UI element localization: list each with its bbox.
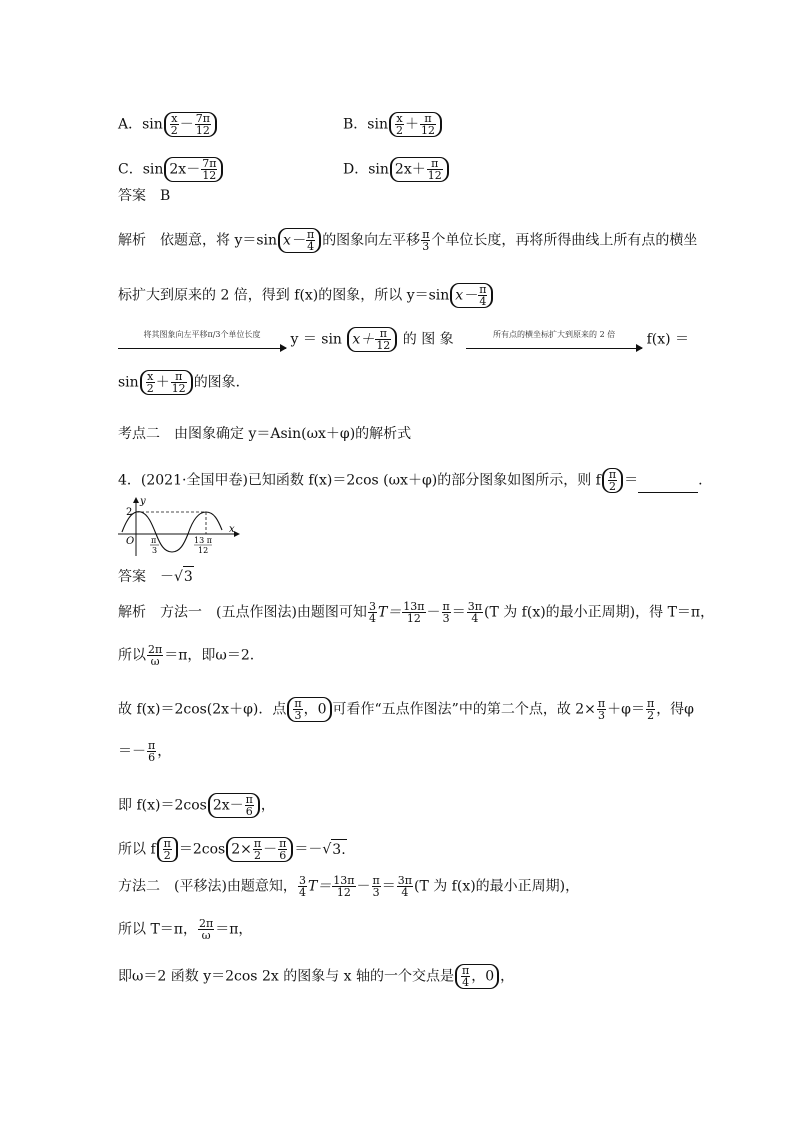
q4-method1-line1: 解析 方法一 (五点作图法)由题图可知 $\frac{3}{4}$ T＝ $\frac{13\pi}{12}$ － $\frac{\pi}{3}$ ＝ $\frac{3\pi}{4}$ (T 为 f(x)的最小正周期)，得 T＝π， xyxy=(118,600,715,625)
q4-method2-line2: 所以 T＝π， $\frac{2\pi}{\omega}$ ＝π， xyxy=(118,917,253,942)
tick1-den: 3 xyxy=(152,546,158,555)
q4-method1-line6: 所以 f $\frac{\pi}{2}$ ＝2cos 2× $\frac{\pi}{2}$ － $\frac{\pi}{6}$ ＝－√3. xyxy=(118,837,346,862)
option-a: A．sin $\frac{x}{2}$ － $\frac{7\pi}{12}$ xyxy=(118,112,218,137)
option-b: B．sin $\frac{x}{2}$ ＋ $\frac{\pi}{12}$ xyxy=(343,112,443,137)
q3-solution-line4: sin $\frac{x}{2}$ ＋ $\frac{\pi}{12}$ 的图象． xyxy=(118,370,250,395)
option-d: D．sin 2x＋ $\frac{\pi}{12}$ xyxy=(343,157,450,182)
tick2-den: 12 xyxy=(198,546,209,555)
q4-stem: 4．(2021·全国甲卷)已知函数 f(x)＝2cos (ωx＋φ)的部分图象如图所示，则 f $\frac{\pi}{2}$ ＝ . xyxy=(118,468,703,493)
transform-arrow-2: 所有点的横坐标扩大到原来的 2 倍 xyxy=(466,330,642,349)
transform-arrow-1: 将其图象向左平移π/3个单位长度 xyxy=(118,330,286,349)
answer-blank xyxy=(638,478,698,493)
section-heading: 考点二 由图象确定 y＝Asin(ωx＋φ)的解析式 xyxy=(118,426,412,442)
q3-solution-line1: 解析 依题意，将 y＝sin x－ $\frac{\pi}{4}$ 的图象向左平移 $\frac{\pi}{3}$ 个单位长度，再将所得曲线上所有点的横坐 xyxy=(118,228,698,253)
paren: $\frac{x}{2}$ － $\frac{7\pi}{12}$ xyxy=(164,112,217,137)
option-c: C．sin 2x－ $\frac{7\pi}{12}$ xyxy=(118,157,224,182)
tick1-num: π xyxy=(151,536,157,545)
cosine-graph xyxy=(116,494,242,558)
q4-method2-line1: 方法二 (平移法)由题意知， $\frac{3}{4}$ T＝ $\frac{13\pi}{12}$ － $\frac{\pi}{3}$ ＝ $\frac{3\pi}{4}$ (T 为 f(x)的最小正周期)， xyxy=(118,874,580,899)
q4-method1-line4: ＝－ $\frac{\pi}{6}$ ， xyxy=(118,739,172,764)
q3-solution-line3: 将其图象向左平移π/3个单位长度 y ＝ sin x＋ $\frac{\pi}{12}$ 的 图 象 所有点的横坐标扩大到原来的 2 倍 f(x) ＝ xyxy=(118,327,689,352)
q3-solution-line2: 标扩大到原来的 2 倍，得到 f(x)的图象，所以 y＝sin x－ $\frac{\pi}{4}$ xyxy=(118,283,494,308)
q3-answer: 答案 B xyxy=(118,188,171,204)
tick2-num: 13 π xyxy=(194,536,212,545)
q4-method1-line2: 所以 $\frac{2\pi}{\omega}$ ＝π，即ω＝2. xyxy=(118,643,255,668)
x-label: x xyxy=(229,524,235,535)
max-label: 2 xyxy=(126,507,133,518)
origin-label: O xyxy=(126,536,135,547)
q4-answer: 答案 －√3 xyxy=(118,566,194,587)
y-label: y xyxy=(140,496,146,507)
q4-method2-line3: 即ω＝2 函数 y＝2cos 2x 的图象与 x 轴的一个交点是 $\frac{\pi}{4}$ ，0 ， xyxy=(118,964,515,989)
q4-method1-line5: 即 f(x)＝2cos 2x－ $\frac{\pi}{6}$ ， xyxy=(118,793,275,818)
y-axis-arrow xyxy=(133,497,139,503)
x-axis-arrow xyxy=(234,531,240,537)
q4-method1-line3: 故 f(x)＝2cos(2x＋φ)．点 $\frac{\pi}{3}$ ，0 可看作“五点作图法”中的第二个点，故 2× $\frac{\pi}{3}$ ＋φ＝ $\frac{\pi}{2}$ ，得φ xyxy=(118,697,694,722)
